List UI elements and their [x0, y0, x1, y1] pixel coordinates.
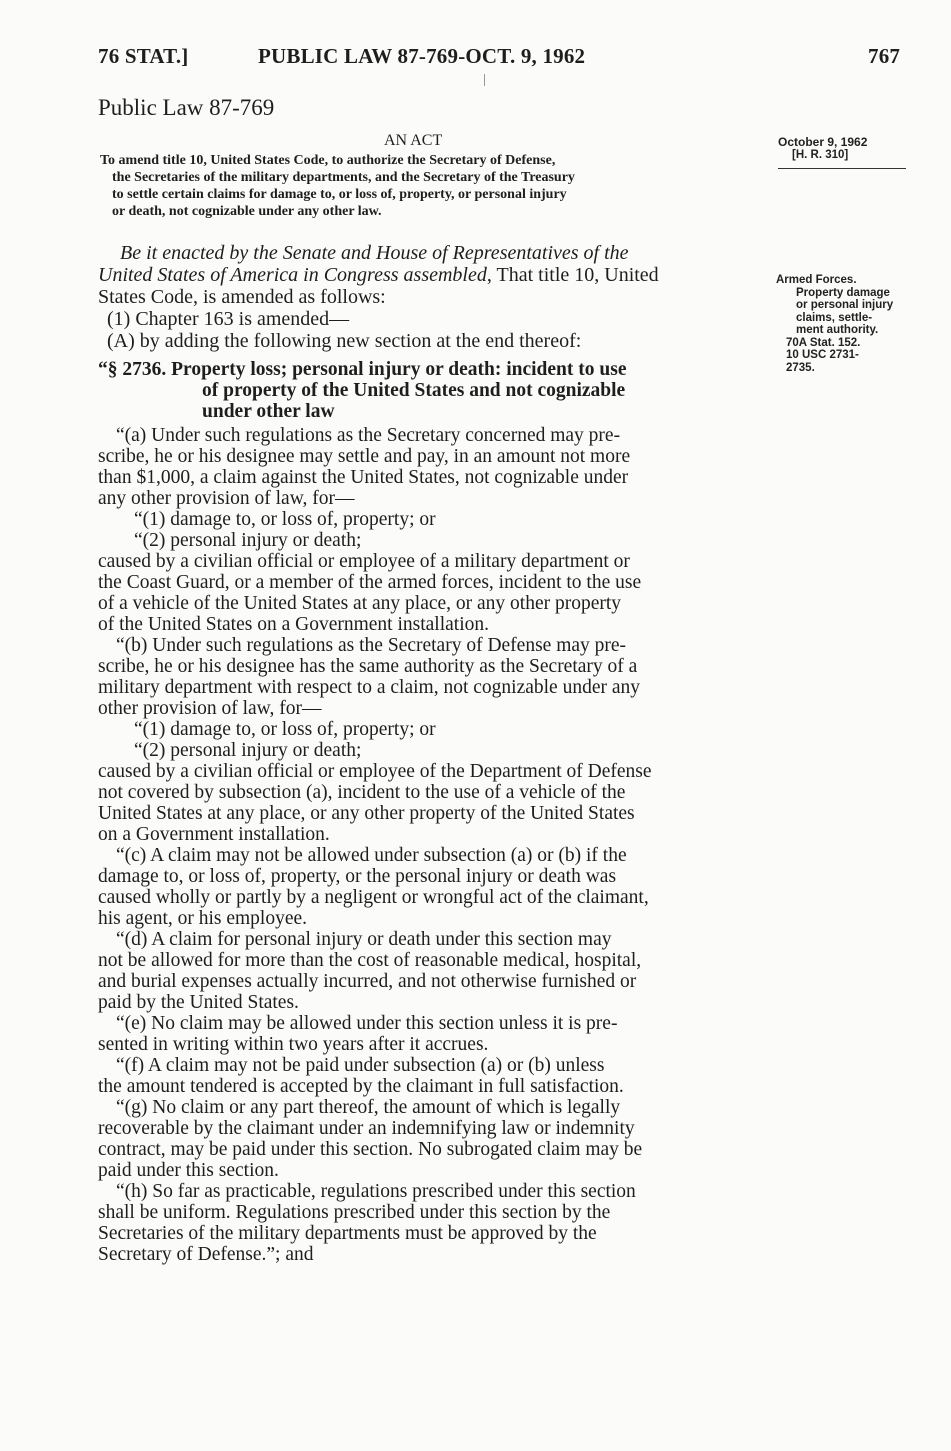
act-title-line: To amend title 10, United States Code, to authorize the Secretary of Defense, — [100, 153, 556, 168]
body-line: shall be uniform. Regulations prescribed under this section by the — [98, 1202, 611, 1223]
body-line: “(1) damage to, or loss of, property; or — [134, 509, 436, 530]
body-line: Secretaries of the military departments must be approved by the — [98, 1223, 597, 1244]
enacting-clause — [98, 242, 758, 352]
body-line: on a Government installation. — [98, 824, 330, 845]
body-line: caused wholly or partly by a negligent or wrongful act of the claimant, — [98, 887, 649, 908]
body-line: contract, may be paid under this section. No subrogated claim may be — [98, 1139, 643, 1160]
body-line: sented in writing within two years after it accrues. — [98, 1034, 489, 1055]
header-law-citation: PUBLIC LAW 87-769-OCT. 9, 1962 — [258, 44, 586, 68]
body-line: United States at any place, or any other property of the United States — [98, 803, 635, 824]
body-line: caused by a civilian official or employee of a military department or — [98, 551, 630, 572]
body-line: than $1,000, a claim against the United States, not cognizable under — [98, 467, 629, 488]
law-title: Public Law 87-769 — [98, 95, 275, 120]
body-line: the Coast Guard, or a member of the armed forces, incident to the use — [98, 572, 642, 593]
margin-note-armed-forces — [776, 274, 893, 374]
body-line: “(1) damage to, or loss of, property; or — [134, 719, 436, 740]
body-line: paid under this section. — [98, 1160, 279, 1181]
enacting-italic-1: Be it enacted by the Senate and House of Representatives of the — [120, 242, 629, 264]
body-line: military department with respect to a claim, not cognizable under any — [98, 677, 641, 698]
margin-line: ment authority. — [796, 324, 879, 336]
body-line: scribe, he or his designee has the same authority as the Secretary of a — [98, 656, 638, 677]
body-line: damage to, or loss of, property, or the personal injury or death was — [98, 866, 617, 887]
enacting-line-2 — [98, 264, 758, 286]
margin-line: 2735. — [786, 361, 815, 374]
body-line: “(g) No claim or any part thereof, the amount of which is legally — [116, 1097, 621, 1118]
section-heading-line: “§ 2736. Property loss; personal injury or death: incident to use — [98, 359, 627, 380]
body-line: Secretary of Defense.”; and — [98, 1244, 314, 1265]
body-line: “(e) No claim may be allowed under this section unless it is pre- — [116, 1013, 618, 1034]
body-line: his agent, or his employee. — [98, 908, 308, 929]
body-line: and burial expenses actually incurred, and not otherwise furnished or — [98, 971, 637, 992]
section-heading-line: under other law — [202, 401, 335, 422]
act-title-line: the Secretaries of the military departments, and the Secretary of the Treasury — [112, 170, 575, 185]
enacting-line-3: States Code, is amended as follows: — [98, 286, 386, 308]
body-line: of the United States on a Government installation. — [98, 614, 489, 635]
margin-line: 10 USC 2731- — [786, 349, 859, 361]
body-line: “(h) So far as practicable, regulations prescribed under this section — [116, 1181, 636, 1202]
enacting-line-2-rest: , That title 10, United — [486, 264, 659, 286]
body-line: the amount tendered is accepted by the claimant in full satisfaction. — [98, 1076, 624, 1097]
body-line: not covered by subsection (a), incident to the use of a vehicle of the — [98, 782, 626, 803]
body-line: of a vehicle of the United States at any place, or any other property — [98, 593, 622, 614]
enacting-line-4: (1) Chapter 163 is amended— — [107, 308, 350, 330]
body-line: not be allowed for more than the cost of reasonable medical, hospital, — [98, 950, 642, 971]
enactment-date: October 9, 1962 — [778, 135, 868, 149]
header-page-number: 767 — [868, 44, 901, 68]
margin-line: claims, settle- — [796, 311, 873, 324]
section-body — [98, 425, 758, 1265]
body-line: “(2) personal injury or death; — [134, 740, 362, 761]
header-volume: 76 STAT.] — [98, 44, 189, 68]
margin-line: 70A Stat. 152. — [786, 336, 861, 349]
enacting-line-5: (A) by adding the following new section at the end thereof: — [107, 330, 582, 352]
section-heading — [98, 359, 758, 422]
an-act-label: AN ACT — [384, 132, 443, 149]
body-line: “(c) A claim may not be allowed under subsection (a) or (b) if the — [116, 845, 627, 866]
act-title — [100, 152, 755, 220]
print-mark — [484, 74, 485, 86]
body-line: “(d) A claim for personal injury or death under this section may — [116, 929, 612, 950]
body-line: recoverable by the claimant under an indemnifying law or indemnity — [98, 1118, 635, 1139]
margin-line: or personal injury — [796, 299, 894, 311]
margin-line: Property damage — [796, 286, 890, 299]
body-line: other provision of law, for— — [98, 698, 322, 719]
body-line: any other provision of law, for— — [98, 488, 355, 509]
body-line: “(f) A claim may not be paid under subsection (a) or (b) unless — [116, 1055, 605, 1076]
margin-note-date — [778, 136, 867, 161]
margin-divider — [778, 168, 906, 169]
act-title-line: or death, not cognizable under any other law. — [112, 204, 382, 219]
body-line: paid by the United States. — [98, 992, 299, 1013]
enacting-line-1 — [98, 242, 758, 264]
enacting-italic-2: United States of America in Congress assembled — [98, 264, 487, 286]
section-heading-line: of property of the United States and not cognizable — [202, 380, 626, 401]
body-line: “(a) Under such regulations as the Secretary concerned may pre- — [116, 425, 621, 446]
body-line: “(b) Under such regulations as the Secretary of Defense may pre- — [116, 635, 627, 656]
body-line: caused by a civilian official or employee of the Department of Defense — [98, 761, 652, 782]
act-title-line: to settle certain claims for damage to, or loss of, property, or personal injury — [112, 187, 567, 202]
body-line: scribe, he or his designee may settle and pay, in an amount not more — [98, 446, 631, 467]
body-line: “(2) personal injury or death; — [134, 530, 362, 551]
margin-line: Armed Forces. — [776, 274, 857, 286]
bill-number: [H. R. 310] — [792, 148, 849, 161]
